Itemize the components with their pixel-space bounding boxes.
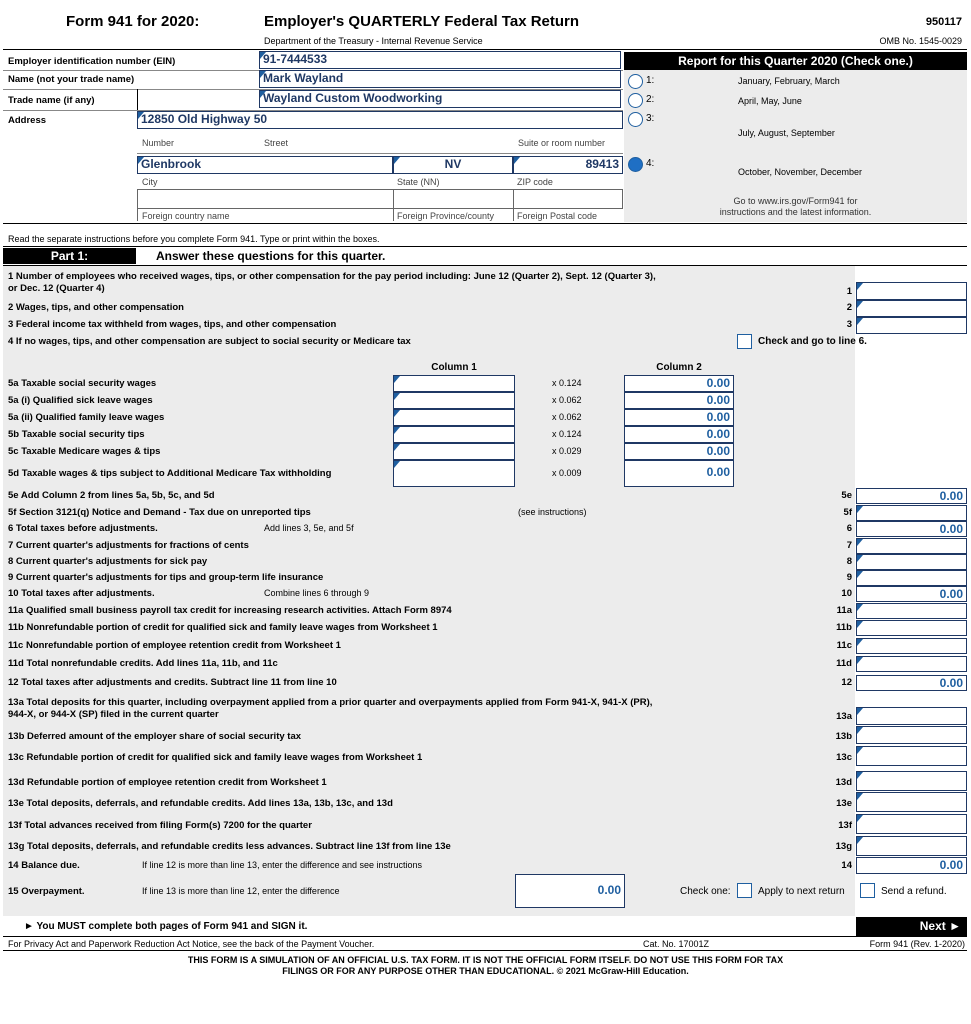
line-5a-multiplier: x 0.124 — [552, 378, 582, 388]
quarter-4-label: October, November, December — [738, 167, 863, 177]
line-15-label: 15 Overpayment. — [8, 886, 85, 897]
line-2-input[interactable] — [856, 300, 967, 317]
line-2-num: 2 — [846, 302, 852, 313]
trade-field[interactable]: Wayland Custom Woodworking — [259, 90, 621, 108]
line-3-num: 3 — [846, 319, 852, 330]
check-one-label: Check one: — [680, 886, 731, 897]
line-11b-input[interactable] — [856, 620, 967, 636]
line-3-label: 3 Federal income tax withheld from wages, tips, and other compensation — [8, 319, 337, 330]
line-8-label: 8 Current quarter's adjustments for sick pay — [8, 556, 208, 567]
line-13f-input[interactable] — [856, 814, 967, 834]
line-5d-multiplier: x 0.009 — [552, 468, 582, 478]
line-5b-col2: 0.00 — [624, 426, 734, 443]
line-11a-input[interactable] — [856, 603, 967, 619]
quarter-4-num: 4: — [646, 158, 655, 169]
line-13g-label: 13g Total deposits, deferrals, and refundable credits less advances. Subtract line 13f from line 13e — [8, 841, 451, 852]
line-6-num: 6 — [846, 523, 852, 534]
line-5e-label: 5e Add Column 2 from lines 5a, 5b, 5c, and 5d — [8, 490, 215, 501]
line-5ai-col2: 0.00 — [624, 392, 734, 409]
line-5d-label: 5d Taxable wages & tips subject to Additional Medicare Tax withholding — [8, 468, 332, 479]
line-3-input[interactable] — [856, 317, 967, 334]
line-13d-input[interactable] — [856, 771, 967, 791]
column-2-header: Column 2 — [656, 362, 702, 373]
line-5ai-label: 5a (i) Qualified sick leave wages — [8, 395, 153, 406]
line-2-label: 2 Wages, tips, and other compensation — [8, 302, 184, 313]
line-7-num: 7 — [846, 540, 852, 551]
next-button[interactable]: Next ► — [856, 917, 967, 936]
simulation-disclaimer-2: FILINGS OR FOR ANY PURPOSE OTHER THAN EDUCATIONAL. © 2021 McGraw-Hill Education. — [282, 966, 689, 976]
line-14-note: If line 12 is more than line 13, enter the difference and see instructions — [142, 860, 423, 870]
city-label: City — [142, 177, 158, 187]
quarter-header: Report for this Quarter 2020 (Check one.) — [624, 52, 967, 70]
state-label: State (NN) — [397, 177, 440, 187]
foreign-fields[interactable] — [137, 189, 623, 209]
line-13e-label: 13e Total deposits, deferrals, and refundable credits. Add lines 13a, 13b, 13c, and 13d — [8, 798, 393, 809]
line-7-label: 7 Current quarter's adjustments for fractions of cents — [8, 540, 249, 551]
quarter-1-num: 1: — [646, 75, 655, 86]
line-5b-col1[interactable] — [393, 426, 515, 443]
quarter-1-radio[interactable] — [628, 74, 643, 89]
line-8-num: 8 — [846, 556, 852, 567]
suite-label: Suite or room number — [518, 138, 606, 148]
line-5c-col1[interactable] — [393, 443, 515, 460]
line-5a-col2: 0.00 — [624, 375, 734, 392]
name-field[interactable]: Mark Wayland — [259, 70, 621, 88]
line-13c-label: 13c Refundable portion of credit for qualified sick and family leave wages from Worksheet 1 — [8, 752, 423, 763]
line-5c-col2: 0.00 — [624, 443, 734, 460]
line-5aii-label: 5a (ii) Qualified family leave wages — [8, 412, 165, 423]
line-1-label-cont: or Dec. 12 (Quarter 4) — [8, 283, 105, 294]
line-13c-input[interactable] — [856, 746, 967, 766]
line-13b-num: 13b — [835, 731, 852, 742]
line-1-input[interactable] — [856, 282, 967, 300]
number-label: Number — [142, 138, 175, 148]
line-13g-num: 13g — [835, 841, 852, 852]
line-14-label: 14 Balance due. — [8, 860, 80, 871]
line-5c-multiplier: x 0.029 — [552, 446, 582, 456]
line-6-note: Add lines 3, 5e, and 5f — [264, 523, 354, 533]
line-5d-col2: 0.00 — [624, 460, 734, 487]
line-9-num: 9 — [846, 572, 852, 583]
line-11b-num: 11b — [836, 622, 852, 633]
line-10-num: 10 — [841, 588, 852, 599]
line-4-checkbox[interactable] — [737, 334, 752, 349]
line-4-check-label: Check and go to line 6. — [758, 336, 867, 347]
line-7-input[interactable] — [856, 538, 967, 554]
line-5ai-col1[interactable] — [393, 392, 515, 409]
line-11d-label: 11d Total nonrefundable credits. Add lines 11a, 11b, and 11c — [8, 658, 278, 669]
main-title: Employer's QUARTERLY Federal Tax Return — [264, 13, 580, 30]
quarter-2-label: April, May, June — [738, 96, 802, 106]
privacy-notice: For Privacy Act and Paperwork Reduction Act Notice, see the back of the Payment Voucher. — [8, 939, 375, 949]
line-5c-label: 5c Taxable Medicare wages & tips — [8, 446, 161, 457]
line-12-value: 0.00 — [856, 675, 967, 691]
line-5aii-col1[interactable] — [393, 409, 515, 426]
line-13b-label: 13b Deferred amount of the employer share of social security tax — [8, 731, 302, 742]
foreign-postal-label: Foreign Postal code — [517, 211, 598, 221]
line-13e-num: 13e — [836, 798, 852, 809]
line-5ai-multiplier: x 0.062 — [552, 395, 582, 405]
apply-next-return-label: Apply to next return — [758, 886, 845, 897]
line-13a-label: 13a Total deposits for this quarter, including overpayment applied from a prior quarter and overpayments applied from Form 941-X, 941-X (PR), — [8, 697, 653, 708]
line-11a-label: 11a Qualified small business payroll tax credit for increasing research activities. Attach Form 8974 — [8, 605, 452, 616]
line-13c-num: 13c — [836, 752, 852, 763]
trade-label: Trade name (if any) — [8, 95, 95, 106]
form-code: 950117 — [925, 16, 962, 28]
simulation-disclaimer-1: THIS FORM IS A SIMULATION OF AN OFFICIAL U.S. TAX FORM. IT IS NOT THE OFFICIAL FORM ITSELF. DO NOT USE THIS FORM FOR TAX — [187, 955, 784, 965]
line-12-label: 12 Total taxes after adjustments and credits. Subtract line 11 from line 10 — [8, 677, 337, 688]
column-1-header: Column 1 — [431, 362, 477, 373]
line-4-label: 4 If no wages, tips, and other compensation are subject to social security or Medicare tax — [8, 336, 411, 347]
must-complete-note: ► You MUST complete both pages of Form 941 and SIGN it. — [24, 921, 308, 932]
zip-field[interactable]: 89413 — [513, 156, 623, 174]
line-13e-input[interactable] — [856, 792, 967, 812]
send-refund-label: Send a refund. — [881, 886, 947, 897]
line-5b-label: 5b Taxable social security tips — [8, 429, 145, 440]
line-15-note: If line 13 is more than line 12, enter the difference — [142, 886, 340, 896]
quarter-2-radio[interactable] — [628, 93, 643, 108]
line-5f-input[interactable] — [856, 505, 967, 521]
part1-label: Part 1: — [3, 248, 136, 264]
address-label: Address — [8, 115, 47, 126]
line-10-note: Combine lines 6 through 9 — [264, 588, 370, 598]
foreign-country-label: Foreign country name — [142, 211, 230, 221]
quarter-3-label: July, August, September — [738, 128, 835, 138]
line-11d-input[interactable] — [856, 656, 967, 672]
line-5d-col1[interactable] — [393, 460, 515, 487]
street-label: Street — [264, 138, 289, 148]
omb-number: OMB No. 1545-0029 — [879, 36, 962, 46]
line-13a-num: 13a — [836, 711, 852, 722]
line-11c-label: 11c Nonrefundable portion of employee retention credit from Worksheet 1 — [8, 640, 341, 651]
line-11b-label: 11b Nonrefundable portion of credit for qualified sick and family leave wages from Worksheet 1 — [8, 622, 438, 633]
quarter-3-num: 3: — [646, 113, 655, 124]
line-6-value: 0.00 — [856, 521, 967, 537]
zip-label: ZIP code — [517, 177, 553, 187]
line-1-num: 1 — [846, 286, 852, 297]
line-13f-label: 13f Total advances received from filing Form(s) 7200 for the quarter — [8, 820, 312, 831]
quarter-2-num: 2: — [646, 94, 655, 105]
name-label: Name (not your trade name) — [8, 74, 135, 85]
line-5f-num: 5f — [843, 507, 852, 518]
line-13b-input[interactable] — [856, 726, 967, 744]
line-13a-input[interactable] — [856, 707, 967, 725]
line-5a-col1[interactable] — [393, 375, 515, 392]
line-13f-num: 13f — [838, 820, 852, 831]
line-14-num: 14 — [841, 860, 852, 871]
send-refund-checkbox[interactable] — [860, 883, 875, 898]
dept-label: Department of the Treasury - Internal Revenue Service — [264, 36, 483, 46]
line-10-value: 0.00 — [856, 586, 967, 602]
line-13d-label: 13d Refundable portion of employee retention credit from Worksheet 1 — [8, 777, 327, 788]
line-9-label: 9 Current quarter's adjustments for tips and group-term life insurance — [8, 572, 324, 583]
line-8-input[interactable] — [856, 554, 967, 570]
part1-title: Answer these questions for this quarter. — [156, 249, 386, 263]
quarter-note-1: Go to www.irs.gov/Form941 for — [733, 196, 858, 206]
ein-field[interactable]: 91-7444533 — [259, 51, 621, 69]
line-5e-num: 5e — [841, 490, 852, 501]
line-6-label: 6 Total taxes before adjustments. — [8, 523, 158, 534]
line-13a-label-cont: 944-X, or 944-X (SP) filed in the current quarter — [8, 709, 219, 720]
quarter-4-radio[interactable] — [628, 157, 643, 172]
line-11a-num: 11a — [836, 605, 852, 616]
line-5e-value: 0.00 — [856, 488, 967, 504]
street-field[interactable]: 12850 Old Highway 50 — [137, 111, 623, 129]
line-12-num: 12 — [841, 677, 852, 688]
line-5a-label: 5a Taxable social security wages — [8, 378, 157, 389]
line-9-input[interactable] — [856, 570, 967, 586]
foreign-province-label: Foreign Province/county — [397, 211, 495, 221]
line-5aii-multiplier: x 0.062 — [552, 412, 582, 422]
line-15-value: 0.00 — [515, 874, 625, 908]
line-5aii-col2: 0.00 — [624, 409, 734, 426]
line-5b-multiplier: x 0.124 — [552, 429, 582, 439]
cat-number: Cat. No. 17001Z — [643, 939, 710, 949]
instructions-text: Read the separate instructions before you complete Form 941. Type or print within the boxes. — [8, 234, 380, 244]
line-13d-num: 13d — [835, 777, 852, 788]
line-11c-input[interactable] — [856, 638, 967, 654]
state-field[interactable]: NV — [393, 156, 513, 174]
form-revision: Form 941 (Rev. 1-2020) — [869, 939, 965, 949]
apply-next-return-checkbox[interactable] — [737, 883, 752, 898]
line-5f-label: 5f Section 3121(q) Notice and Demand - Tax due on unreported tips — [8, 507, 311, 518]
line-14-value: 0.00 — [856, 857, 967, 874]
line-1-label: 1 Number of employees who received wages, tips, or other compensation for the pay period including: June 12 (Quarter 2), Sept. 12 (Quarter 3), — [8, 271, 656, 282]
line-11c-num: 11c — [836, 640, 852, 651]
quarter-note-2: instructions and the latest information. — [719, 207, 872, 217]
city-field[interactable]: Glenbrook — [137, 156, 393, 174]
ein-label: Employer identification number (EIN) — [8, 56, 176, 67]
form-title: Form 941 for 2020: — [66, 13, 200, 30]
line-13g-input[interactable] — [856, 836, 967, 856]
line-10-label: 10 Total taxes after adjustments. — [8, 588, 155, 599]
quarter-3-radio[interactable] — [628, 112, 643, 127]
line-5f-note: (see instructions) — [518, 507, 587, 517]
line-11d-num: 11d — [836, 658, 852, 669]
quarter-1-label: January, February, March — [738, 76, 840, 86]
